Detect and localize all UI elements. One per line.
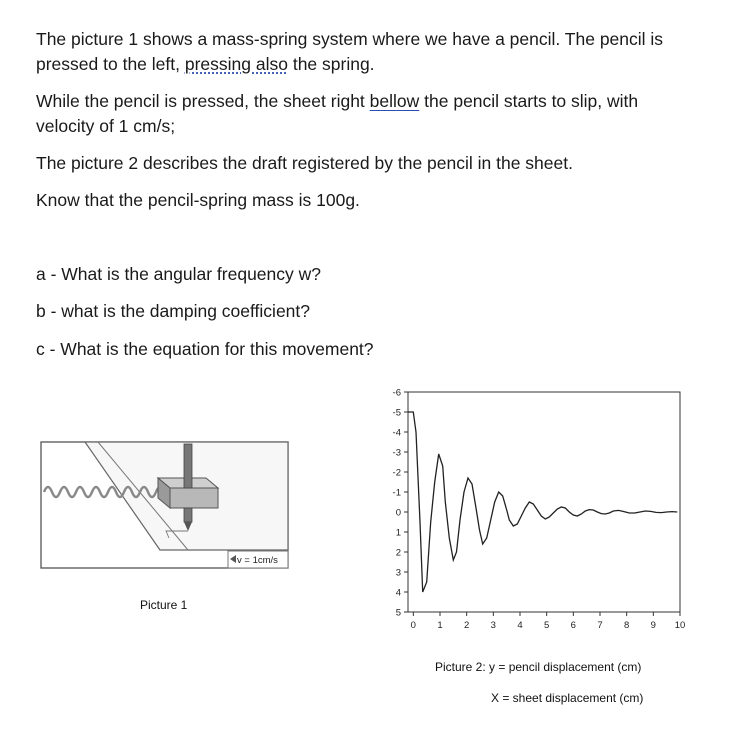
problem-p2-line1c: the pencil starts to slip, with bbox=[419, 91, 639, 111]
y-tick-label: -3 bbox=[392, 447, 401, 459]
x-tick-label: 3 bbox=[490, 620, 496, 630]
y-tick-label: 4 bbox=[395, 587, 401, 599]
question-a: a - What is the angular frequency w? bbox=[36, 264, 322, 284]
picture-2-caption-line2: X = sheet displacement (cm) bbox=[491, 691, 644, 705]
x-tick-label: 2 bbox=[464, 620, 470, 630]
velocity-label: v = 1cm/s bbox=[237, 555, 278, 566]
problem-paragraph-4: Know that the pencil-spring mass is 100g. bbox=[36, 190, 360, 210]
x-tick-label: 9 bbox=[650, 620, 656, 630]
problem-paragraph-3: The picture 2 describes the draft registered by the pencil in the sheet. bbox=[36, 153, 573, 173]
y-tick-label: -2 bbox=[392, 467, 401, 479]
chart-axes bbox=[408, 392, 680, 612]
y-tick-label: -4 bbox=[392, 427, 401, 439]
y-tick-label: 3 bbox=[395, 567, 401, 579]
mass-block-side bbox=[170, 488, 218, 508]
chart-y-ticks bbox=[393, 388, 408, 619]
problem-paragraph-2 bbox=[36, 89, 726, 139]
question-c: c - What is the equation for this movement? bbox=[36, 339, 374, 359]
problem-p2-line2: velocity of 1 cm/s; bbox=[36, 116, 176, 136]
problem-paragraph-1 bbox=[36, 27, 726, 77]
picture-1-illustration bbox=[30, 430, 300, 580]
problem-p1-line1: The picture 1 shows a mass-spring system where we have a pencil. The pencil is bbox=[36, 29, 664, 49]
x-tick-label: 7 bbox=[597, 620, 603, 630]
x-tick-label: 4 bbox=[517, 620, 523, 630]
x-tick-label: 1 bbox=[437, 620, 443, 630]
picture-2-caption-line1: Picture 2: y = pencil displacement (cm) bbox=[435, 660, 642, 674]
y-tick-label: -1 bbox=[392, 487, 401, 499]
spellcheck-word-bellow: bellow bbox=[369, 91, 420, 111]
y-tick-label: 1 bbox=[395, 527, 401, 539]
y-tick-label: 5 bbox=[395, 607, 401, 619]
y-tick-label: 0 bbox=[395, 507, 401, 519]
x-tick-label: 6 bbox=[570, 620, 576, 630]
picture-1-caption: Picture 1 bbox=[140, 598, 188, 612]
plot-frame bbox=[408, 392, 680, 612]
chart-x-ticks bbox=[411, 612, 686, 630]
y-tick-label: -6 bbox=[392, 387, 401, 399]
spellcheck-phrase-pressing-also: pressing also bbox=[184, 54, 288, 74]
y-tick-label: 2 bbox=[395, 547, 401, 559]
x-tick-label: 8 bbox=[624, 620, 630, 630]
pencil-lower bbox=[184, 508, 192, 522]
problem-p1-line2a: pressed to the left, bbox=[36, 54, 185, 74]
problem-p2-line1a: While the pencil is pressed, the sheet right bbox=[36, 91, 370, 111]
question-b: b - what is the damping coefficient? bbox=[36, 301, 311, 321]
y-tick-label: -5 bbox=[392, 407, 401, 419]
problem-p1-line2c: the spring. bbox=[287, 54, 375, 74]
x-tick-label: 5 bbox=[544, 620, 550, 630]
pencil-shaft bbox=[184, 444, 192, 488]
displacement-chart bbox=[370, 380, 700, 630]
x-tick-label: 0 bbox=[410, 620, 416, 630]
x-tick-label: 10 bbox=[674, 620, 686, 630]
